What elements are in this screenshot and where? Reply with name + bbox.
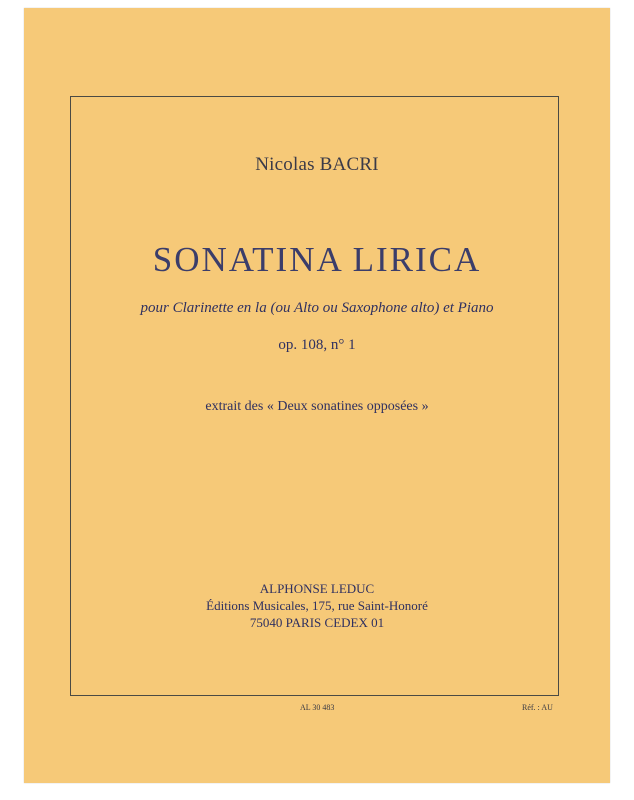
instrumentation-subtitle: pour Clarinette en la (ou Alto ou Saxophone alto) et Piano: [140, 300, 494, 316]
extract-note: extrait des « Deux sonatines opposées »: [205, 399, 429, 414]
publisher-block: [24, 580, 610, 631]
work-title: SONATINA LIRICA: [152, 240, 482, 279]
publisher-name: ALPHONSE LEDUC: [259, 581, 375, 596]
opus-number: op. 108, n° 1: [278, 337, 356, 353]
publisher-address-line: Éditions Musicales, 175, rue Saint-Honoré: [206, 598, 428, 613]
reference-code: Réf. : AU: [522, 703, 553, 712]
catalog-code: AL 30 483: [300, 703, 335, 712]
publisher-city-line: 75040 PARIS CEDEX 01: [249, 615, 385, 630]
composer-name: Nicolas BACRI: [255, 154, 379, 175]
